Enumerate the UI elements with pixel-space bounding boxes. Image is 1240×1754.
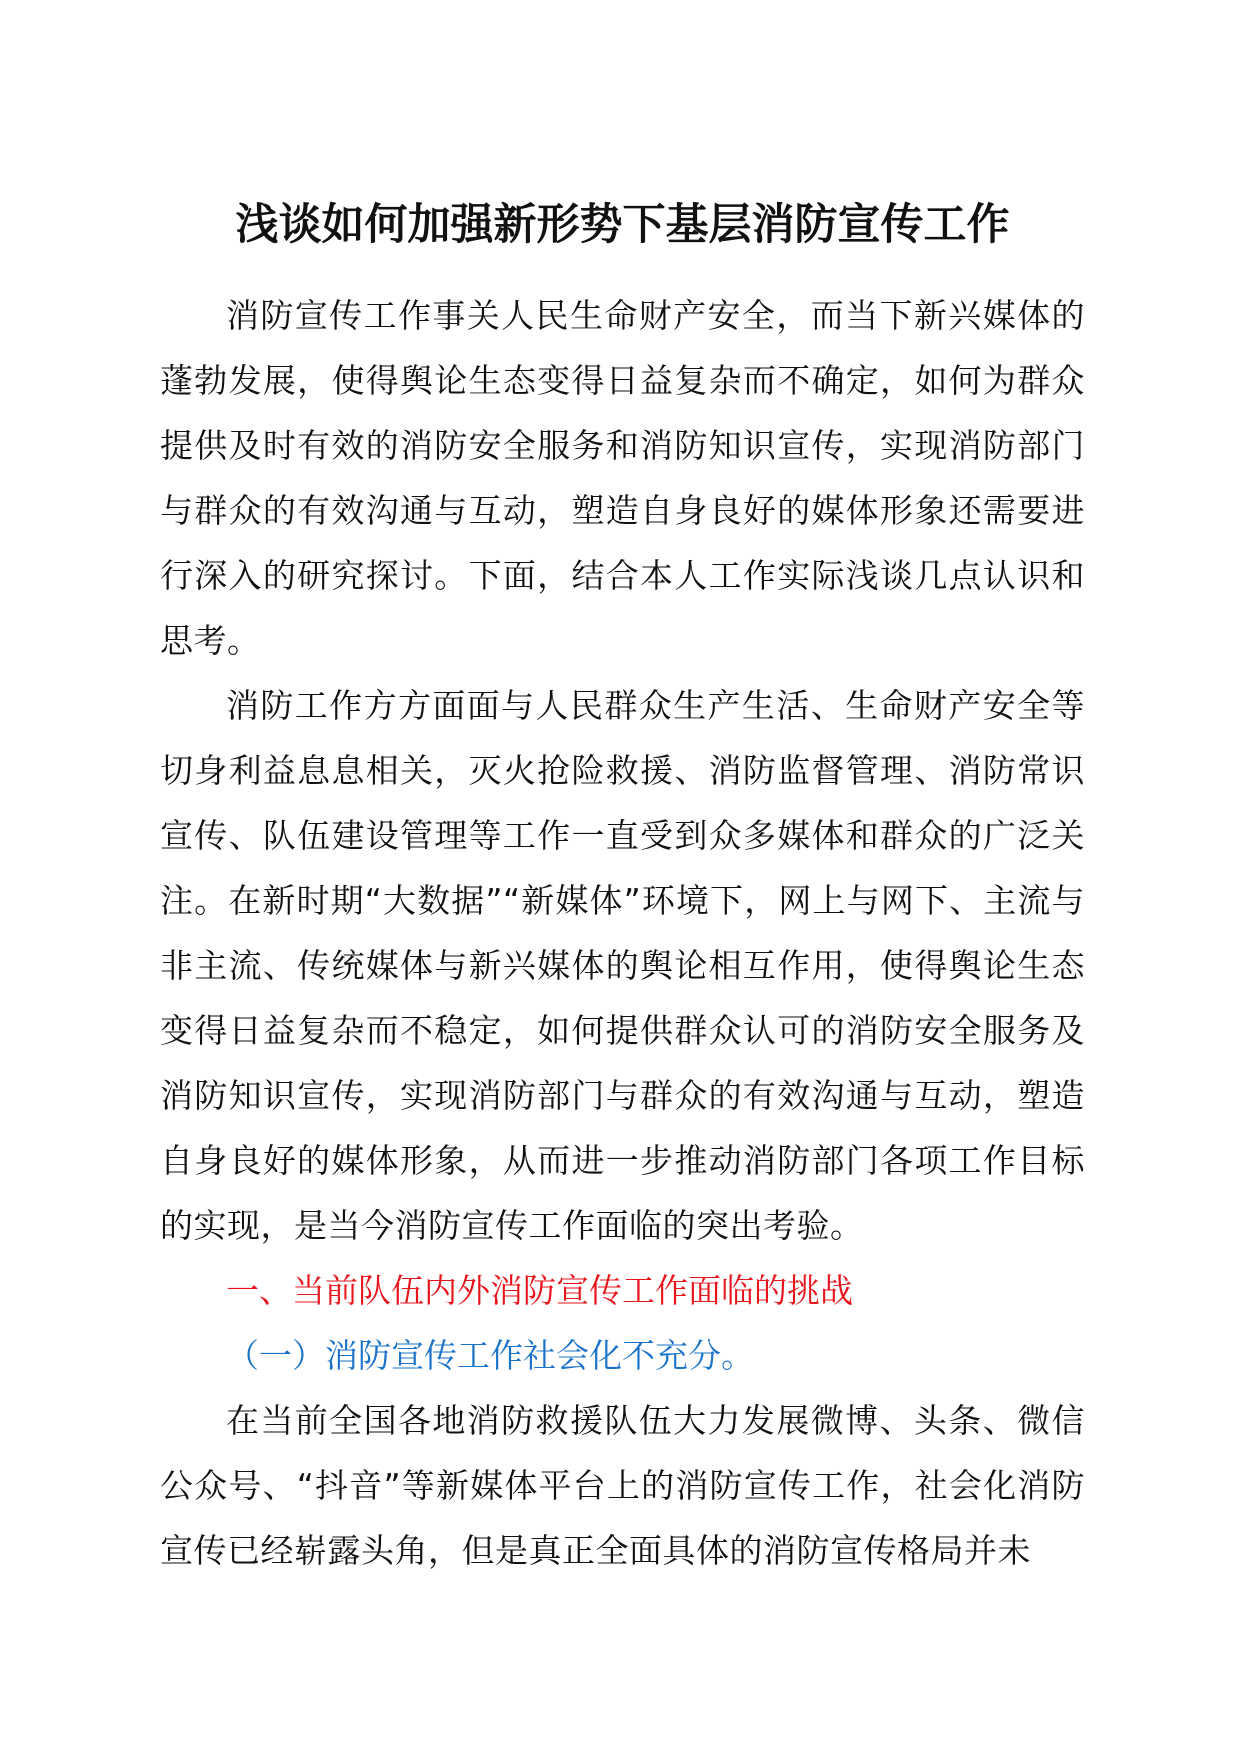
- document-title: 浅谈如何加强新形势下基层消防宣传工作: [235, 200, 1010, 250]
- body-paragraph: 消防工作方方面面与人民群众生产生活、生命财产安全等切身利益息息相关，灭火抢险救援、消防监督管理、消防常识宣传、队伍建设管理等工作一直受到众多媒体和群众的广泛关注。在新时期“大数据”“新媒体”环境下，网上与网下、主流与非主流、传统媒体与新兴媒体的舆论相互作用，使得舆论生态变得日益复杂而不稳定，如何提供群众认可的消防安全服务及消防知识宣传，实现消防部门与群众的有效沟通与互动，塑造自身良好的媒体形象，从而进一步推动消防部门各项工作目标的实现，是当今消防宣传工作面临的突出考验。: [160, 686, 1085, 1245]
- intro-paragraph: 消防宣传工作事关人民生命财产安全，而当下新兴媒体的蓬勃发展，使得舆论生态变得日益复杂而不确定，如何为群众提供及时有效的消防安全服务和消防知识宣传，实现消防部门与群众的有效沟通与互动，塑造自身良好的媒体形象还需要进行深入的研究探讨。下面，结合本人工作实际浅谈几点认识和思考。: [160, 296, 1085, 660]
- body-paragraph-continued: 在当前全国各地消防救援队伍大力发展微博、头条、微信公众号、“抖音”等新媒体平台上的消防宣传工作，社会化消防宣传已经崭露头角，但是真正全面具体的消防宣传格局并未: [160, 1401, 1085, 1570]
- document-page: [160, 195, 1085, 1583]
- subsection-heading: （一）消防宣传工作社会化不充分。: [226, 1336, 754, 1375]
- section-heading: 一、当前队伍内外消防宣传工作面临的挑战: [226, 1271, 853, 1310]
